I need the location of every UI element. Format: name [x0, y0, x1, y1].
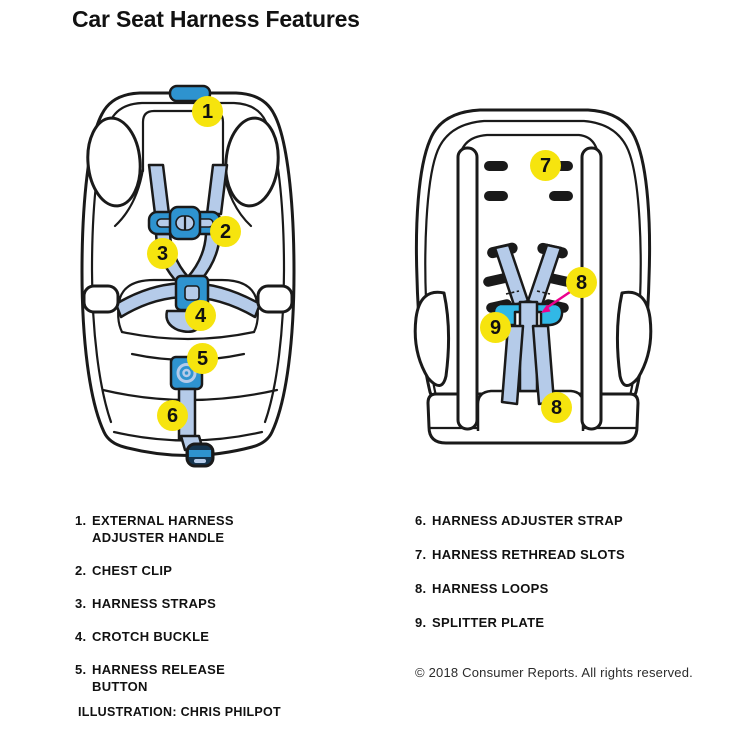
callout-8-top: 8 [566, 267, 597, 298]
legend-number: 4. [75, 629, 87, 644]
callout-2: 2 [210, 216, 241, 247]
callout-7: 7 [530, 150, 561, 181]
legend-item-7 [415, 546, 625, 563]
callout-5: 5 [187, 343, 218, 374]
callout-8-bottom: 8 [541, 392, 572, 423]
legend-number: 2. [75, 563, 87, 578]
callout-1: 1 [192, 96, 223, 127]
legend-number: 9. [415, 615, 427, 630]
legend-label: CHEST CLIP [92, 563, 173, 578]
legend-number: 6. [415, 513, 427, 528]
callout-4: 4 [185, 300, 216, 331]
legend-item-3 [75, 595, 264, 612]
legend-label: CROTCH BUCKLE [92, 629, 210, 644]
legend-label: HARNESS STRAPS [92, 596, 217, 611]
legend-label: HARNESS ADJUSTER STRAP [432, 513, 624, 528]
legend-item-1 [75, 512, 264, 546]
legend-item-9 [415, 614, 625, 631]
legend-label: HARNESS RELEASE BUTTON [92, 662, 226, 694]
legend-label: SPLITTER PLATE [432, 615, 545, 630]
side-wing-right [617, 292, 650, 385]
legend-number: 1. [75, 513, 87, 528]
legend-front-features [75, 512, 264, 711]
page-title: Car Seat Harness Features [72, 6, 360, 32]
legend-number: 8. [415, 581, 427, 596]
front-view-seat [82, 86, 294, 466]
callout-3: 3 [147, 238, 178, 269]
legend-item-6 [415, 512, 625, 529]
back-channel-left [458, 148, 477, 429]
armrest-left [84, 286, 118, 312]
legend-back-features [415, 512, 625, 648]
legend-label: EXTERNAL HARNESS ADJUSTER HANDLE [92, 513, 234, 545]
legend-number: 3. [75, 596, 87, 611]
callout-6: 6 [157, 400, 188, 431]
armrest-right [258, 286, 292, 312]
legend-number: 7. [415, 547, 427, 562]
callout-9: 9 [480, 312, 511, 343]
legend-item-4 [75, 628, 264, 645]
legend-item-8 [415, 580, 625, 597]
copyright-notice: © 2018 Consumer Reports. All rights reserved. [415, 665, 693, 680]
legend-number: 5. [75, 662, 87, 677]
legend-item-5 [75, 661, 264, 695]
legend-label: HARNESS RETHREAD SLOTS [432, 547, 625, 562]
side-wing-left [415, 292, 448, 385]
illustration-credit: ILLUSTRATION: CHRIS PHILPOT [78, 705, 281, 719]
legend-label: HARNESS LOOPS [432, 581, 549, 596]
legend-item-2 [75, 562, 264, 579]
